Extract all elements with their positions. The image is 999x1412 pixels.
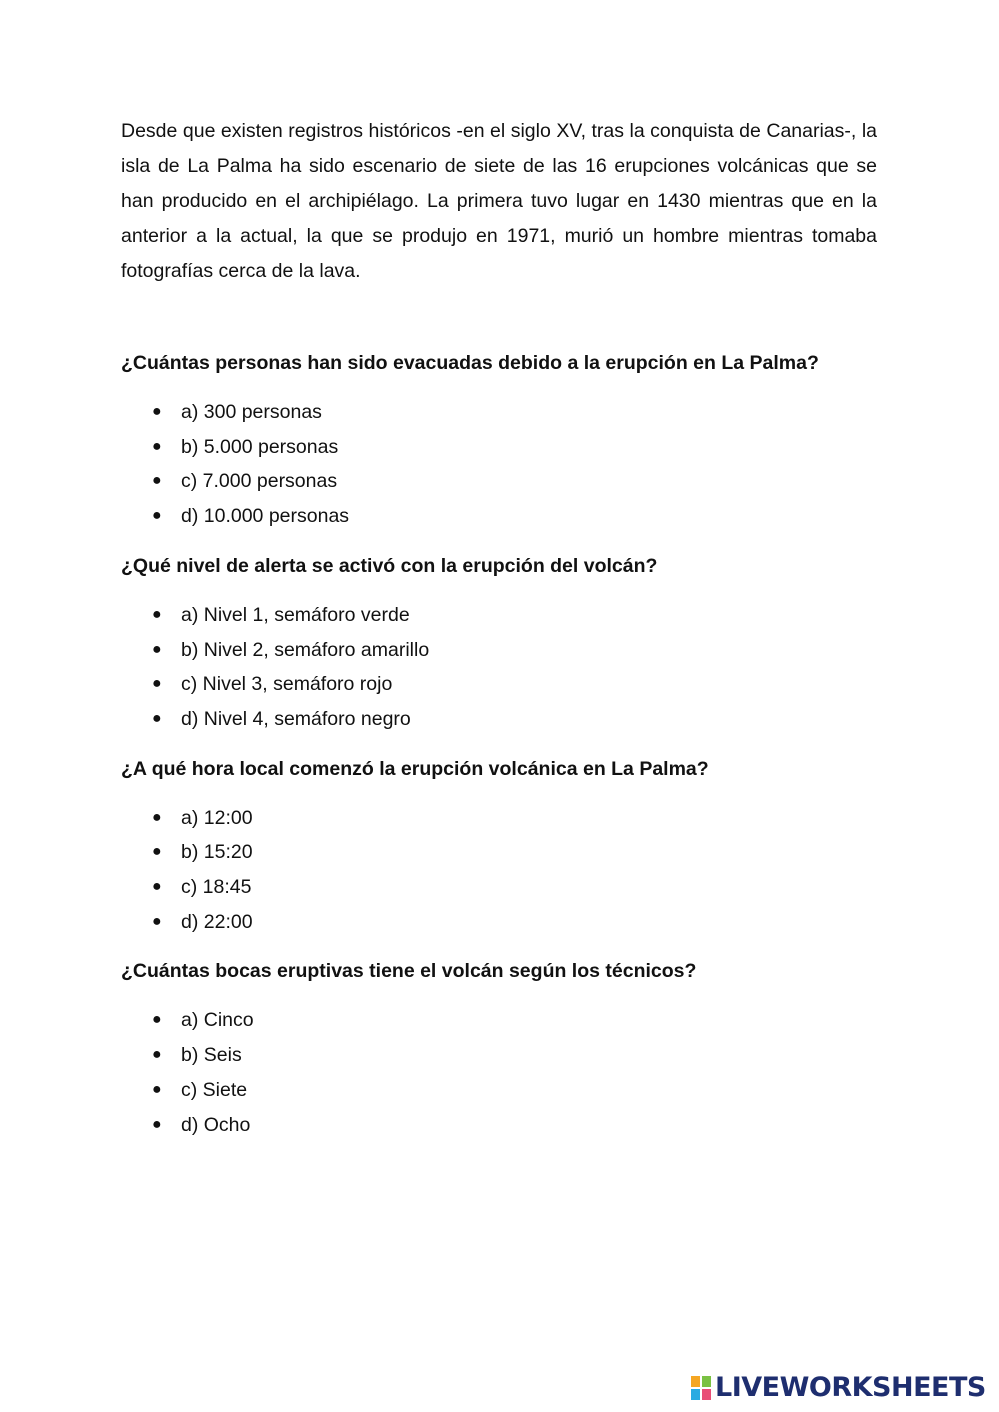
question-1-options [121,395,877,534]
bullet-icon: ● [152,437,162,455]
option-q4-a[interactable] [121,1003,877,1038]
bullet-icon: ● [152,843,162,861]
bullet-icon: ● [152,675,162,693]
option-label: a) 300 personas [181,401,322,423]
logo-tile [701,1375,712,1388]
option-label: c) 18:45 [181,876,252,899]
option-label: d) Nivel 4, semáforo negro [181,707,411,730]
question-4: ¿Cuántas bocas eruptivas tiene el volcán según los técnicos? [121,960,697,983]
intro-paragraph: Desde que existen registros históricos -en el siglo XV, tras la conquista de Canarias-, la isla de La Palma ha sido escenario de siete de las 16 erupciones volcánicas que se han producido en el archipiélago. La primera tuvo lugar en 1430 mientras que en la anterior a la actual, la que se produjo en 1971, murió un hombre mientras tomaba fotografías cerca de la lava. [121,120,877,282]
bullet-icon: ● [152,912,162,930]
option-q1-c[interactable] [121,464,877,499]
question-3-options [121,801,877,940]
option-label: a) 12:00 [181,806,253,829]
liveworksheets-logo-icon [690,1375,712,1401]
option-q2-b[interactable] [121,633,877,668]
bullet-icon: ● [152,403,162,420]
option-label: b) Nivel 2, semáforo amarillo [181,638,430,661]
option-label: c) 7.000 personas [181,470,338,493]
option-label: a) Cinco [181,1009,254,1032]
logo-tile [690,1388,701,1401]
question-4-options [121,1003,877,1142]
bullet-icon: ● [152,472,162,490]
option-q3-d[interactable] [121,905,877,940]
option-label: b) Seis [181,1044,242,1067]
option-q3-a[interactable] [121,801,877,836]
option-q1-b[interactable] [121,430,877,465]
bullet-icon: ● [152,640,162,658]
logo-tile [690,1375,701,1388]
option-q4-d[interactable] [121,1108,877,1143]
option-label: a) Nivel 1, semáforo verde [181,603,410,626]
option-label: d) 22:00 [181,910,253,933]
liveworksheets-logo [690,1370,986,1406]
option-label: d) Ocho [181,1113,251,1136]
option-label: d) 10.000 personas [181,505,350,528]
bullet-icon: ● [152,1046,162,1064]
option-label: c) Nivel 3, semáforo rojo [181,673,393,696]
option-q4-c[interactable] [121,1073,877,1108]
logo-tile [701,1388,712,1401]
liveworksheets-wordmark: LIVEWORKSHEETS [715,1372,986,1403]
bullet-icon: ● [152,1115,162,1133]
bullet-icon: ● [152,878,162,896]
option-q3-b[interactable] [121,835,877,870]
bullet-icon: ● [152,507,162,525]
bullet-icon: ● [152,1011,162,1029]
question-2: ¿Qué nivel de alerta se activó con la erupción del volcán? [121,554,658,577]
option-q2-a[interactable] [121,598,877,633]
option-q4-b[interactable] [121,1038,877,1073]
worksheet-page [121,114,877,1142]
option-q3-c[interactable] [121,870,877,905]
option-q1-d[interactable] [121,499,877,534]
option-label: b) 15:20 [181,841,253,864]
option-label: b) 5.000 personas [181,435,339,458]
bullet-icon: ● [152,1080,162,1098]
question-1: ¿Cuántas personas han sido evacuadas debido a la erupción en La Palma? [121,352,819,374]
bullet-icon: ● [152,709,162,727]
bullet-icon: ● [152,808,162,826]
bullet-icon: ● [152,605,162,623]
option-q1-a[interactable] [121,395,877,430]
question-2-options [121,598,877,737]
option-q2-d[interactable] [121,702,877,737]
question-3: ¿A qué hora local comenzó la erupción volcánica en La Palma? [121,757,709,780]
option-label: c) Siete [181,1078,248,1101]
option-q2-c[interactable] [121,667,877,702]
